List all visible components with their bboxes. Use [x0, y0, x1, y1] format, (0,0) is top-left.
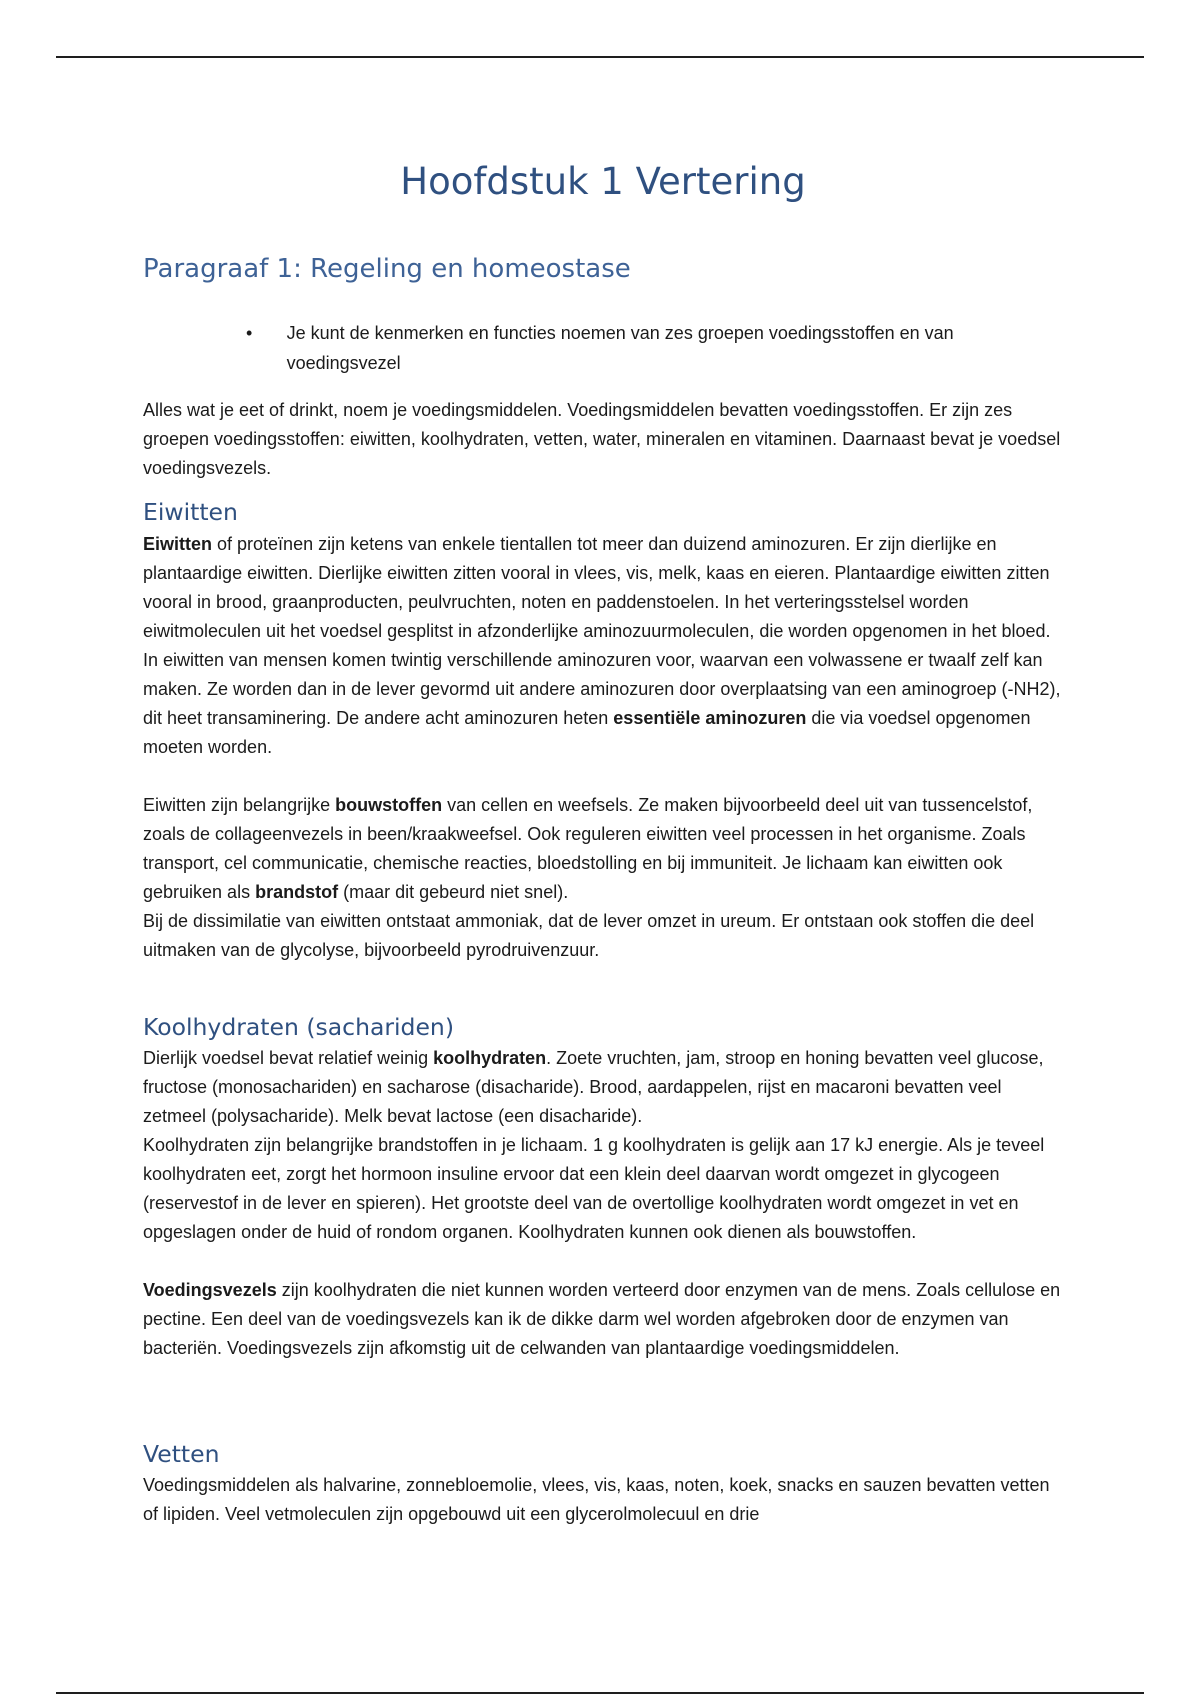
document-title: Hoofdstuk 1 Vertering	[400, 160, 806, 203]
bold-term: bouwstoffen	[335, 795, 443, 815]
learning-objective-text: Je kunt de kenmerken en functies noemen van zes groepen voedingsstoffen en van voedingsvezel	[286, 323, 954, 373]
text-span: Eiwitten zijn belangrijke	[143, 795, 336, 815]
bold-term: essentiële aminozuren	[613, 708, 807, 728]
bold-term: brandstof	[255, 882, 339, 902]
text-span: of proteïnen zijn ketens van enkele tientallen tot meer dan duizend aminozuren. Er zijn dierlijke en plantaardige eiwitten. Dierlijke eiwitten zitten vooral in vlees, vis, melk, kaas en eieren. Plantaardige eiwitten zitten vooral in brood, graanproducten, peulvruchten, noten en paddenstoelen. In het verteringsstelsel worden eiwitmoleculen uit het voedsel gesplitst in afzonderlijke aminozuurmoleculen, die worden opgenomen in het bloed. In eiwitten van mensen komen twintig verschillende aminozuren voor, waarvan een volwassene er twaalf zelf kan maken. Ze worden dan in de lever gevormd uit andere aminozuren door overplaatsing van een aminogroep (-NH2), dit heet transaminering. De andere acht aminozuren heten	[143, 534, 1061, 728]
eiwitten-paragraph-1	[143, 530, 1063, 762]
eiwitten-heading: Eiwitten	[143, 498, 238, 526]
text-span: (maar dit gebeurd niet snel).	[338, 882, 569, 902]
text-span: van cellen en weefsels. Ze maken bijvoorbeeld deel uit van tussencelstof, zoals de collageenvezels in been/kraakweefsel. Ook reguleren eiwitten veel processen in het organisme. Zoals transport, cel communicatie, chemische reacties, bloedstolling en bij immuniteit. Je lichaam kan eiwitten ook gebruiken als	[143, 795, 1033, 902]
vetten-heading: Vetten	[143, 1440, 220, 1468]
koolhydraten-paragraph-3	[143, 1276, 1063, 1363]
vetten-paragraph-1: Voedingsmiddelen als halvarine, zonnebloemolie, vlees, vis, kaas, noten, koek, snacks en sauzen bevatten vetten of lipiden. Veel vetmoleculen zijn opgebouwd uit een glycerolmolecuul en drie	[143, 1475, 1050, 1524]
footer-rule	[56, 1692, 1144, 1694]
learning-objective	[246, 318, 1046, 378]
bullet-icon: •	[246, 323, 253, 343]
koolhydraten-heading: Koolhydraten (sachariden)	[143, 1013, 454, 1041]
bold-term: koolhydraten	[433, 1048, 547, 1068]
text-span: die via voedsel opgenomen moeten worden.	[143, 708, 1031, 757]
bold-term: Eiwitten	[143, 534, 213, 554]
bold-term: Voedingsvezels	[143, 1280, 277, 1300]
text-span: zijn koolhydraten die niet kunnen worden verteerd door enzymen van de mens. Zoals cellulose en pectine. Een deel van de voedingsvezels kan ik de dikke darm wel worden afgebroken door de enzymen van bacteriën. Voedingsvezels zijn afkomstig uit de celwanden van plantaardige voedingsmiddelen.	[143, 1280, 1061, 1358]
text-span: . Zoete vruchten, jam, stroop en honing bevatten veel glucose, fructose (monosachariden) en sacharose (disacharide). Brood, aardappelen, rijst en macaroni bevatten veel zetmeel (polysacharide). Melk bevat lactose (een disacharide).	[143, 1048, 1044, 1126]
intro-paragraph: Alles wat je eet of drinkt, noem je voedingsmiddelen. Voedingsmiddelen bevatten voedingsstoffen. Er zijn zes groepen voedingsstoffen: eiwitten, koolhydraten, vetten, water, mineralen en vitaminen. Daarnaast bevat je voedsel voedingsvezels.	[143, 400, 1061, 478]
section-heading: Paragraaf 1: Regeling en homeostase	[143, 254, 631, 284]
eiwitten-paragraph-3: Bij de dissimilatie van eiwitten ontstaat ammoniak, dat de lever omzet in ureum. Er ontstaan ook stoffen die deel uitmaken van de glycolyse, bijvoorbeeld pyrodruivenzuur.	[143, 911, 1035, 960]
eiwitten-paragraph-2	[143, 791, 1063, 907]
koolhydraten-paragraph-1	[143, 1044, 1063, 1131]
text-span: Dierlijk voedsel bevat relatief weinig	[143, 1048, 434, 1068]
koolhydraten-paragraph-2: Koolhydraten zijn belangrijke brandstoffen in je lichaam. 1 g koolhydraten is gelijk aan 17 kJ energie. Als je teveel koolhydraten eet, zorgt het hormoon insuline ervoor dat een klein deel daarvan wordt omgezet in glycogeen (reservestof in de lever en spieren). Het grootste deel van de overtollige koolhydraten wordt omgezet in vet en opgeslagen onder de huid of rondom organen. Koolhydraten kunnen ook dienen als bouwstoffen.	[143, 1135, 1045, 1242]
header-rule	[56, 56, 1144, 58]
